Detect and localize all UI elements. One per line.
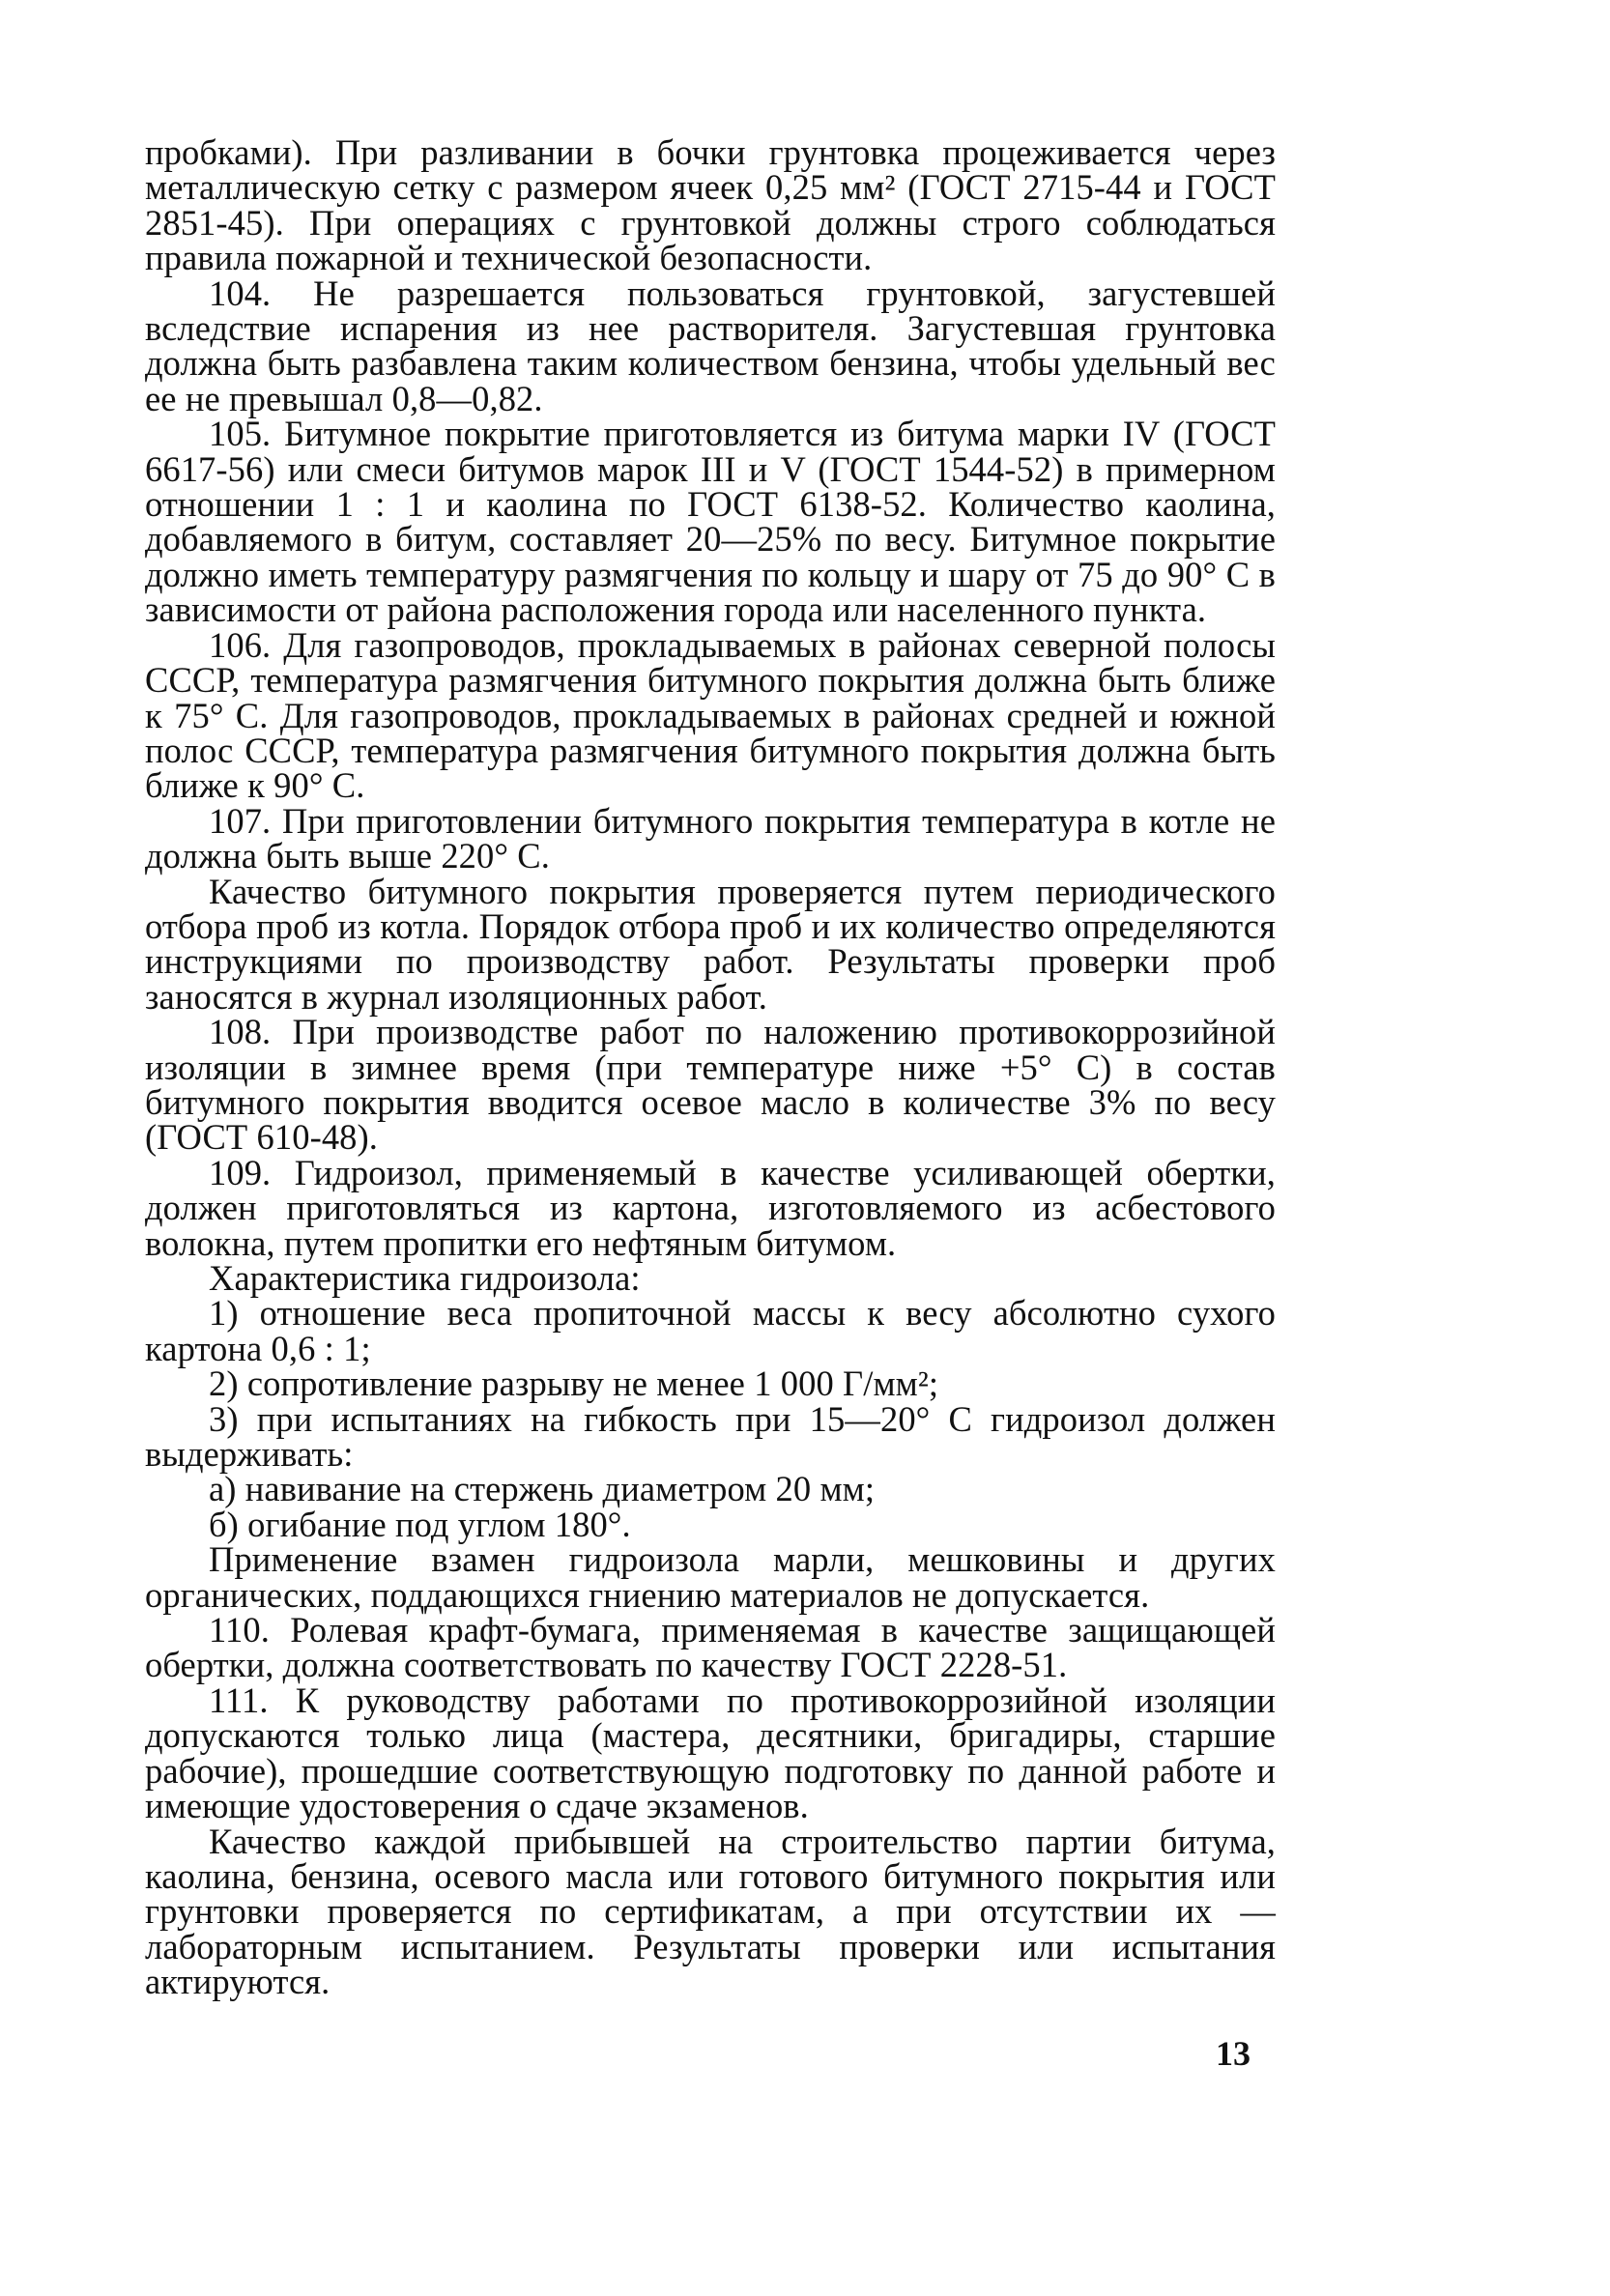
list-item-1: 1) отношение веса пропиточной массы к весу абсолютно сухого картона 0,6 : 1; [145,1293,1276,1368]
page-body [145,132,1276,2002]
paragraph-107: 107. При приготовлении битумного покрытия температура в котле не должна быть выше 220° С. [145,800,1276,876]
list-item-3a: а) навивание на стержень диаметром 20 мм; [209,1469,876,1509]
list-item-3: 3) при испытаниях на гибкость при 15—20° С гидроизол должен выдерживать: [145,1398,1276,1475]
paragraph-106: 106. Для газопроводов, прокладываемых в районах северной полосы СССР, температура размягчения битумного покрытия должна быть ближе к 75° С. Для газопроводов, прокладываемых в районах средней и южной полос СССР, температура размягчения битумного покрытия должна быть ближе к 90° С. [145,624,1276,806]
paragraph-111: 111. К руководству работами по противокоррозийной изоляции допускаются только лица (мастера, десятники, бригадиры, старшие рабочие), прошедшие соответствующую подготовку по данной работе и имеющие удостоверения о сдаче экзаменов. [145,1679,1276,1826]
paragraph-110: 110. Ролевая крафт-бумага, применяемая в качестве защищающей обертки, должна соответствовать по качеству ГОСТ 2228-51. [145,1610,1276,1685]
paragraph-105: 105. Битумное покрытие приготовляется из битума марки IV (ГОСТ 6617-56) или смеси битумов марок III и V (ГОСТ 1544-52) в примерном отношении 1 : 1 и каолина по ГОСТ 6138-52. Количество каолина, добавляемого в битум, составляет 20—25% по весу. Битумное покрытие должно иметь температуру размягчения по кольцу и шару от 75 до 90° С в зависимости от района расположения города или населенного пункта. [145,414,1276,630]
paragraph-109: 109. Гидроизол, применяемый в качестве усиливающей обертки, должен приготовляться из картона, изготовляемого из асбестового волокна, путем пропитки его нефтяным битумом. [145,1152,1276,1263]
paragraph-continuation: пробками). При разливании в бочки грунтовка процеживается через металлическую сетку с размером ячеек 0,25 мм² (ГОСТ 2715-44 и ГОСТ 2851-45). При операциях с грунтовкой должны строго соблюдаться правила пожарной и технической безопасности. [145,132,1276,278]
paragraph-material-quality: Качество каждой прибывшей на строительство партии битума, каолина, бензина, осевого масла или готового битумного покрытия или грунтовки проверяется по сертификатам, а при отсутствии их — лабораторным испытанием. Результаты проверки или испытания актируются. [145,1821,1276,2002]
page-number: 13 [1216,2034,1251,2073]
paragraph-substitution: Применение взамен гидроизола марли, мешковины и других органических, поддающихся гниению материалов не допускается. [145,1539,1276,1615]
list-item-2: 2) сопротивление разрыву не менее 1 000 Г/мм²; [209,1363,939,1404]
paragraph-characteristics-heading: Характеристика гидроизола: [209,1258,641,1298]
list-item-3b: б) огибание под углом 180°. [209,1504,631,1544]
paragraph-108: 108. При производстве работ по наложению противокоррозийной изоляции в зимнее время (при температуре ниже +5° С) в состав битумного покрытия вводится осевое масло в количестве 3% по весу (ГОСТ 610-48). [145,1012,1276,1158]
paragraph-104: 104. Не разрешается пользоваться грунтовкой, загустевшей вследствие испарения из нее растворителя. Загустевшая грунтовка должна быть разбавлена таким количеством бензина, чтобы удельный вес ее не превышал 0,8—0,82. [145,273,1276,418]
paragraph-quality-check: Качество битумного покрытия проверяется путем периодического отбора проб из котла. Порядок отбора проб и их количество определяются инструкциями по производству работ. Результаты проверки проб заносятся в журнал изоляционных работ. [145,871,1276,1017]
